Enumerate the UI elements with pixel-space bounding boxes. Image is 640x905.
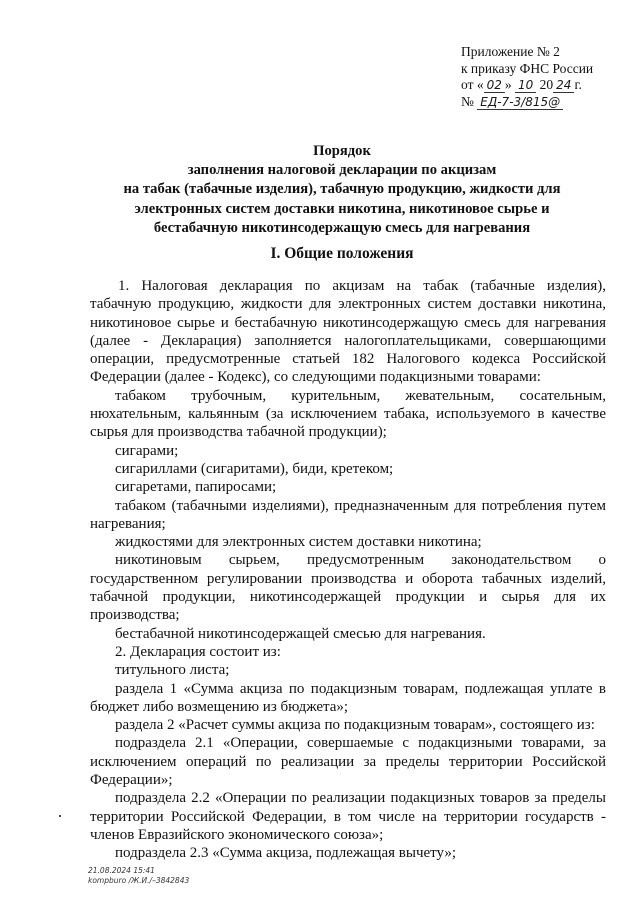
handwritten-number: ЕД-7-3/815@ bbox=[477, 95, 563, 110]
section-heading: I. Общие положения bbox=[270, 245, 414, 262]
body-line: сигарами; bbox=[115, 442, 179, 459]
title-line-4: электронных систем доставки никотина, никотиновое сырье и bbox=[134, 200, 550, 217]
stamp-number: № ЕД-7-3/815@ bbox=[461, 94, 593, 111]
approval-stamp bbox=[461, 44, 593, 110]
stamp-line-2: к приказу ФНС России bbox=[461, 60, 594, 76]
body-line: подраздела 2.1 «Операции, совершаемые с подакцизными товарами, за bbox=[115, 735, 606, 752]
body-line: раздела 1 «Сумма акциза по подакцизным товарам, подлежащая уплате в bbox=[115, 680, 606, 697]
body-line: 1. Налоговая декларация по акцизам на табак (табачные изделия), bbox=[118, 278, 606, 294]
body-line: государственном регулировании производства и оборота табачных изделий, bbox=[90, 570, 606, 587]
body-line: табачной продукции, никотинсодержащей продукции и сырья для их bbox=[90, 589, 606, 606]
body-line: нюхательным, кальянным (за исключением табака, используемого в качестве bbox=[90, 406, 606, 423]
body-line: Федерации»; bbox=[90, 772, 173, 789]
body-line: никотиновым сырьем, предусмотренным законодательством о bbox=[115, 552, 606, 569]
body-line: членов Евразийского экономического союза»; bbox=[90, 826, 384, 843]
body-line: табаком (табачными изделиями), предназначенным для потребления путем bbox=[115, 497, 606, 514]
handwritten-day: 02 bbox=[484, 78, 505, 93]
body-line: операции, предусмотренные статьей 182 Налогового кодекса Российской bbox=[90, 351, 606, 368]
document-body bbox=[90, 277, 606, 863]
body-line: сигаретами, папиросами; bbox=[115, 479, 277, 496]
print-footer bbox=[88, 866, 189, 886]
body-line: подраздела 2.3 «Сумма акциза, подлежащая вычету»; bbox=[115, 845, 457, 862]
body-line: 2. Декларация состоит из: bbox=[115, 643, 281, 660]
handwritten-year: 24 bbox=[553, 78, 574, 93]
title-line-2: заполнения налоговой декларации по акцизам bbox=[187, 162, 497, 179]
body-line: бюджет либо возмещению из бюджета»; bbox=[90, 698, 349, 715]
title-line-5: бестабачную никотинсодержащую смесь для нагревания bbox=[153, 219, 531, 236]
body-line: сигариллами (сигаритами), биди, кретеком; bbox=[115, 460, 394, 477]
body-line: Федерации (далее - Кодекс), со следующими подакцизными товарами: bbox=[90, 369, 541, 386]
stamp-date: от « 02 » 10 20 24 г. bbox=[461, 77, 582, 92]
title-line-1: Порядок bbox=[313, 143, 371, 159]
title-line-3: на табак (табачные изделия), табачную продукцию, жидкости для bbox=[123, 181, 561, 198]
body-line: сырья для производства табачной продукции); bbox=[90, 424, 387, 441]
body-line: табаком трубочным, курительным, жевательным, сосательным, bbox=[115, 387, 606, 404]
footer-operator: kompburo /Ж.И./–3842843 bbox=[88, 876, 190, 885]
body-line: территории Российской Федерации, в том числе на территории государств - bbox=[90, 808, 606, 825]
body-line: жидкостями для электронных систем доставки никотина; bbox=[115, 534, 482, 551]
body-line: никотиновое сырье и бестабачную никотинсодержащую смесь для нагревания bbox=[90, 314, 606, 331]
body-line: (далее - Декларация) заполняется налогоплательщиками, совершающими bbox=[90, 332, 606, 349]
document-title bbox=[80, 142, 604, 238]
body-line: раздела 2 «Расчет суммы акциза по подакцизным товарам», состоящего из: bbox=[115, 717, 595, 734]
stamp-line-1: Приложение № 2 bbox=[461, 44, 560, 59]
body-line: нагревания; bbox=[90, 515, 166, 532]
handwritten-month: 10 bbox=[515, 78, 536, 93]
body-line: бестабачной никотинсодержащей смесью для нагревания. bbox=[115, 625, 486, 642]
body-line: исключением операций по реализации за пределы территории Российской bbox=[90, 753, 606, 770]
body-line: подраздела 2.2 «Операции по реализации подакцизных товаров за пределы bbox=[115, 790, 606, 807]
footer-timestamp: 21.08.2024 15:41 bbox=[88, 866, 155, 875]
body-line: титульного листа; bbox=[115, 662, 230, 679]
body-line: производства; bbox=[90, 607, 180, 624]
body-line: табачную продукцию, жидкости для электронных систем доставки никотина, bbox=[90, 296, 606, 313]
scan-speck bbox=[59, 815, 61, 817]
